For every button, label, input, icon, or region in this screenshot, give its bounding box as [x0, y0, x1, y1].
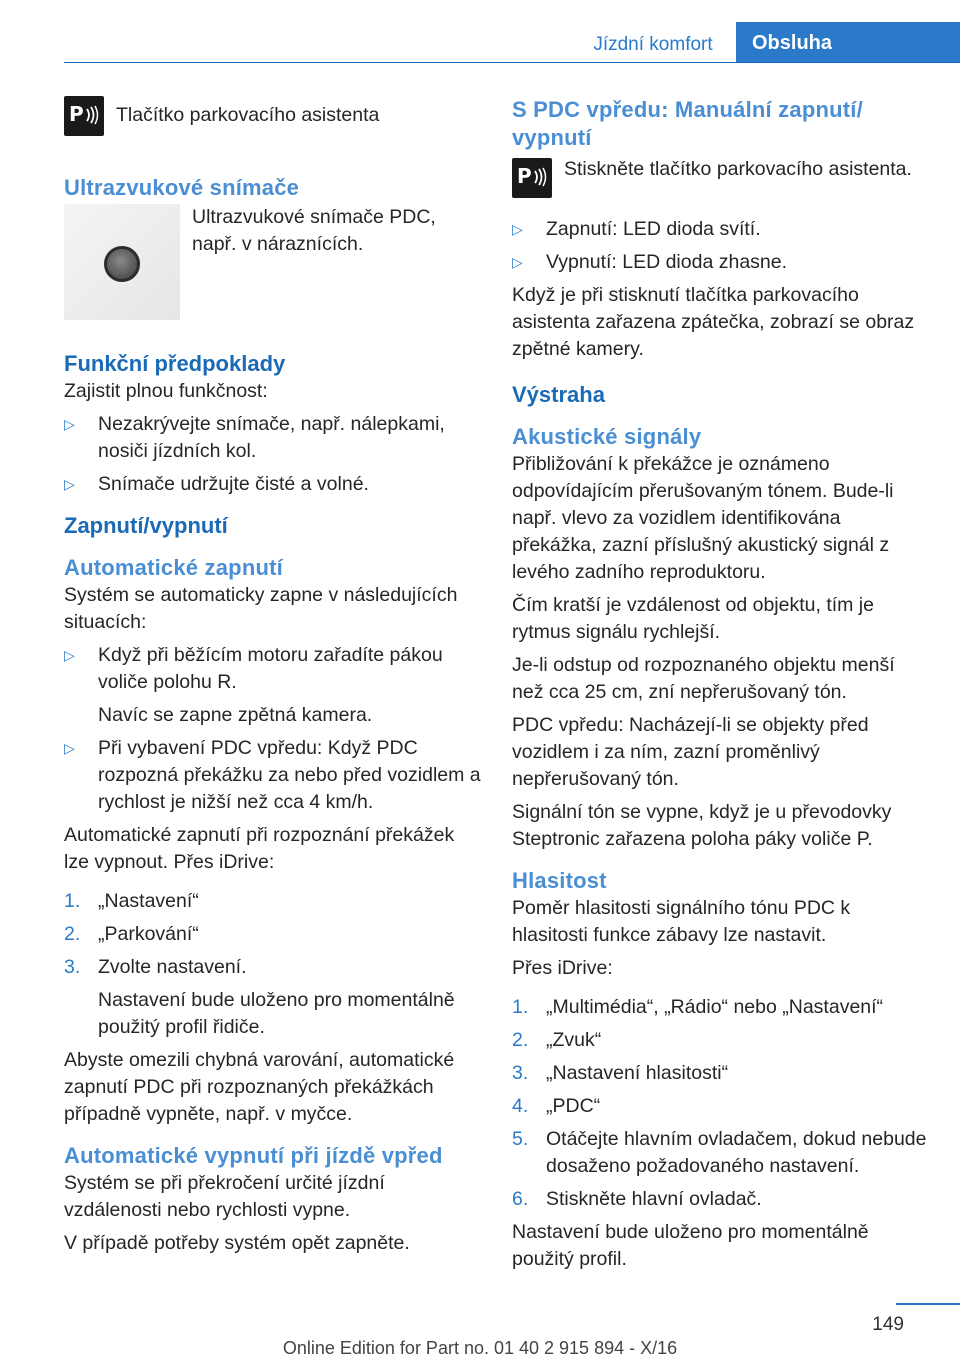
auto-on-intro: Systém se automaticky zapne v následujících situacích:	[64, 584, 458, 633]
auto-on-list	[64, 642, 484, 816]
warning-heading: Výstraha	[512, 382, 605, 407]
manual-heading: S PDC vpředu: Manuální zapnutí/ vypnutí	[512, 97, 863, 150]
triangle-right-icon: ▷	[64, 740, 75, 756]
list-item: ▷ Snímače udržujte čisté a volné.	[64, 471, 484, 498]
acoustic-text5: Signální tón se vypne, když je u převodovky Steptronic zařazena poloha páky voliče P.	[512, 801, 892, 850]
list-item: ▷ Při vybavení PDC vpředu: Když PDC rozpozná překážku za nebo před vozidlem a rychlost je nižší než cca 4 km/h.	[64, 737, 481, 813]
acoustic-text2: Čím kratší je vzdálenost od objektu, tím je rytmus signálu rychlejší.	[512, 594, 874, 643]
list-item: ▷ Když při běžícím motoru zařadíte pákou voliče polohu R. Navíc se zapne zpětná kamera.	[64, 644, 443, 726]
list-item: 1. „Nastavení“	[64, 890, 199, 912]
acoustic-heading: Akustické signály	[512, 424, 702, 449]
volume-text1: Poměr hlasitosti signálního tónu PDC k hlasitosti funkce zábavy lze nastavit.	[512, 897, 851, 946]
prereq-intro: Zajistit plnou funkčnost:	[64, 380, 268, 402]
list-item: 5. Otáčejte hlavním ovladačem, dokud nebude dosaženo požadovaného nastavení.	[512, 1128, 927, 1177]
triangle-right-icon: ▷	[512, 221, 523, 237]
footer-edition: Online Edition for Part no. 01 40 2 915 894 - X/16	[282, 1338, 678, 1358]
page-number: 149	[872, 1314, 904, 1335]
ultrasonic-sensor-image	[64, 204, 180, 320]
list-item: 3. Zvolte nastavení. Nastavení bude uloženo pro momentálně použitý profil řidiče.	[64, 956, 455, 1038]
acoustic-text4: PDC vpředu: Nacházejí-li se objekty před vozidlem i za ním, zazní proměnlivý nepřerušovaný tón.	[512, 714, 869, 790]
auto-on-disable-text: Automatické zapnutí při rozpoznání překážek lze vypnout. Přes iDrive:	[64, 824, 455, 873]
volume-steps-list	[512, 994, 930, 1213]
list-item: 3. „Nastavení hlasitosti“	[512, 1062, 729, 1084]
triangle-right-icon: ▷	[64, 416, 75, 432]
manual-reverse-text: Když je při stisknutí tlačítka parkovacího asistenta zařazena zpátečka, zobrazí se obraz zpětné kamery.	[512, 284, 915, 360]
sensors-text: Ultrazvukové snímače PDC, např. v náraznících.	[192, 206, 436, 255]
list-item: 4. „PDC“	[512, 1095, 601, 1117]
prereq-list	[64, 411, 484, 498]
manual-press-row	[512, 158, 930, 198]
parking-button-caption-row	[64, 96, 484, 136]
false-warning-text: Abyste omezili chybná varování, automatické zapnutí PDC při rozpoznaných překážkách případně vypněte, např. v myčce.	[64, 1049, 455, 1125]
header-section-tab: Jízdní komfort	[593, 34, 713, 55]
footer-rule	[896, 1303, 960, 1305]
parking-assist-button-icon: P	[64, 96, 104, 136]
triangle-right-icon: ▷	[64, 476, 75, 492]
steps-list	[64, 888, 484, 1041]
manual-press-text: Stiskněte tlačítko parkovacího asistenta.	[564, 158, 912, 180]
button-caption: Tlačítko parkovacího asistenta	[116, 104, 380, 126]
onoff-heading: Zapnutí/vypnutí	[64, 513, 228, 538]
volume-heading: Hlasitost	[512, 868, 607, 893]
sensors-heading: Ultrazvukové snímače	[64, 175, 300, 200]
auto-off-text2: V případě potřeby systém opět zapněte.	[64, 1232, 410, 1254]
manual-list	[512, 216, 930, 276]
triangle-right-icon: ▷	[64, 647, 75, 663]
sensor-row	[64, 204, 484, 320]
auto-off-text1: Systém se při překročení určité jízdní vzdálenosti nebo rychlosti vypne.	[64, 1172, 385, 1221]
header-rule	[64, 62, 960, 63]
list-item: 2. „Zvuk“	[512, 1029, 602, 1051]
right-column	[512, 96, 930, 1279]
list-item: ▷ Vypnutí: LED dioda zhasne.	[512, 249, 930, 276]
triangle-right-icon: ▷	[512, 254, 523, 270]
list-item: 1. „Multimédia“, „Rádio“ nebo „Nastavení“	[512, 996, 884, 1018]
list-item: 2. „Parkování“	[64, 923, 199, 945]
acoustic-text1: Přibližování k překážce je oznámeno odpovídajícím přerušovaným tónem. Bude-li např. vlevo za vozidlem identifikována překážka, zazní příslušný akustický signál z levého zadního reproduktoru.	[512, 453, 894, 583]
header-chapter-tab: Obsluha	[736, 22, 960, 62]
list-item: 6. Stiskněte hlavní ovladač.	[512, 1188, 762, 1210]
auto-on-heading: Automatické zapnutí	[64, 555, 283, 580]
volume-saved-text: Nastavení bude uloženo pro momentálně použitý profil.	[512, 1221, 869, 1270]
list-item: ▷ Nezakrývejte snímače, např. nálepkami, nosiči jízdních kol.	[64, 413, 445, 462]
volume-text2: Přes iDrive:	[512, 957, 613, 979]
acoustic-text3: Je-li odstup od rozpoznaného objektu menší než cca 25 cm, zní nepřerušovaný tón.	[512, 654, 895, 703]
left-column	[64, 96, 484, 1263]
list-item: ▷ Zapnutí: LED dioda svítí.	[512, 216, 930, 243]
auto-off-heading: Automatické vypnutí při jízdě vpřed	[64, 1143, 443, 1168]
prereq-heading: Funkční předpoklady	[64, 351, 286, 376]
parking-assist-button-icon: P	[512, 158, 552, 198]
